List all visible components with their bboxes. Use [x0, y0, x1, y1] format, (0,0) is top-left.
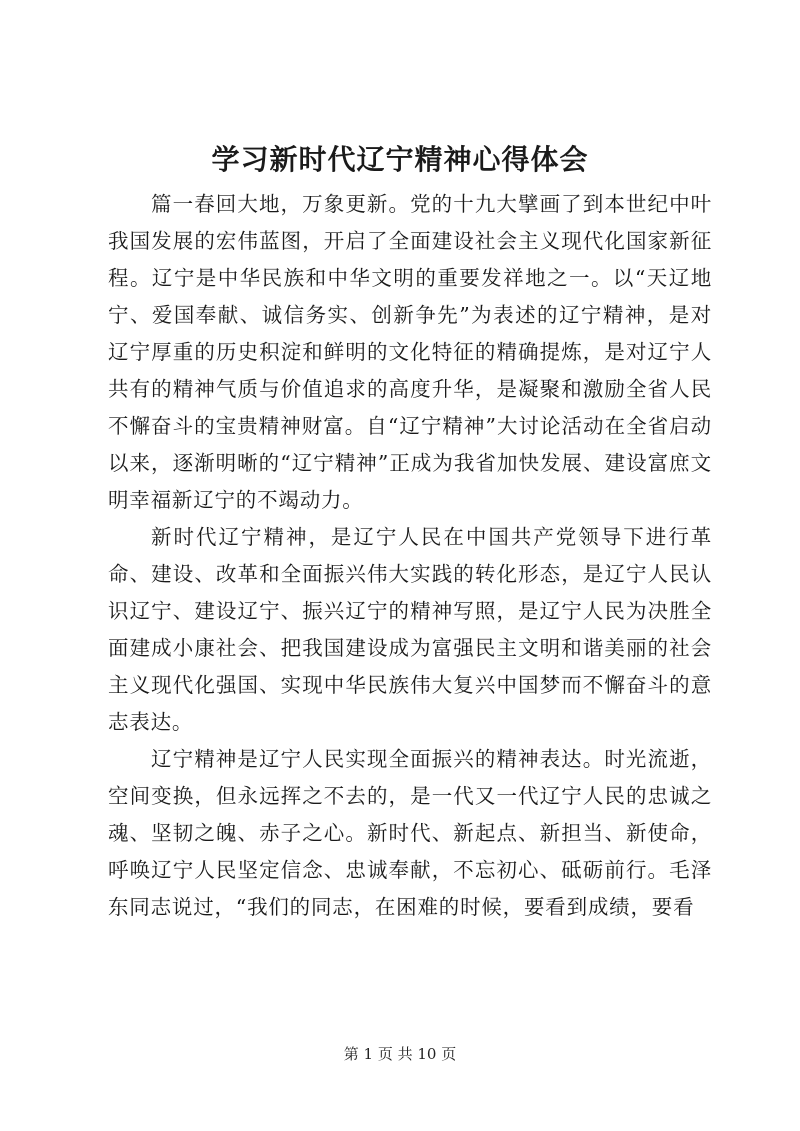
page-number-footer: 第 1 页 共 10 页 [343, 1045, 457, 1063]
document-body [108, 186, 712, 926]
paragraph-3: 辽宁精神是辽宁人民实现全面振兴的精神表达。时光流逝，空间变换，但永远挥之不去的，是一代又一代辽宁人民的忠诚之魂、坚韧之魄、赤子之心。新时代、新起点、新担当、新使命，呼唤辽宁人民坚定信念、忠诚奉献，不忘初心、砥砺前行。毛泽东同志说过，“我们的同志，在困难的时候，要看到成绩，要看 [108, 747, 712, 919]
paragraph-1: 篇一春回大地，万象更新。党的十九大擘画了到本世纪中叶我国发展的宏伟蓝图，开启了全面建设社会主义现代化国家新征程。辽宁是中华民族和中华文明的重要发祥地之一。以“天辽地宁、爱国奉献、诚信务实、创新争先”为表述的辽宁精神，是对辽宁厚重的历史积淀和鲜明的文化特征的精确提炼，是对辽宁人共有的精神气质与价值追求的高度升华，是凝聚和激励全省人民不懈奋斗的宝贵精神财富。自“辽宁精神”大讨论活动在全省启动以来，逐渐明晰的“辽宁精神”正成为我省加快发展、建设富庶文明幸福新辽宁的不竭动力。 [108, 192, 712, 512]
document-title: 学习新时代辽宁精神心得体会 [211, 143, 589, 176]
paragraph-2: 新时代辽宁精神，是辽宁人民在中国共产党领导下进行革命、建设、改革和全面振兴伟大实践的转化形态，是辽宁人民认识辽宁、建设辽宁、振兴辽宁的精神写照，是辽宁人民为决胜全面建成小康社会、把我国建设成为富强民主文明和谐美丽的社会主义现代化强国、实现中华民族伟大复兴中国梦而不懈奋斗的意志表达。 [108, 525, 712, 734]
